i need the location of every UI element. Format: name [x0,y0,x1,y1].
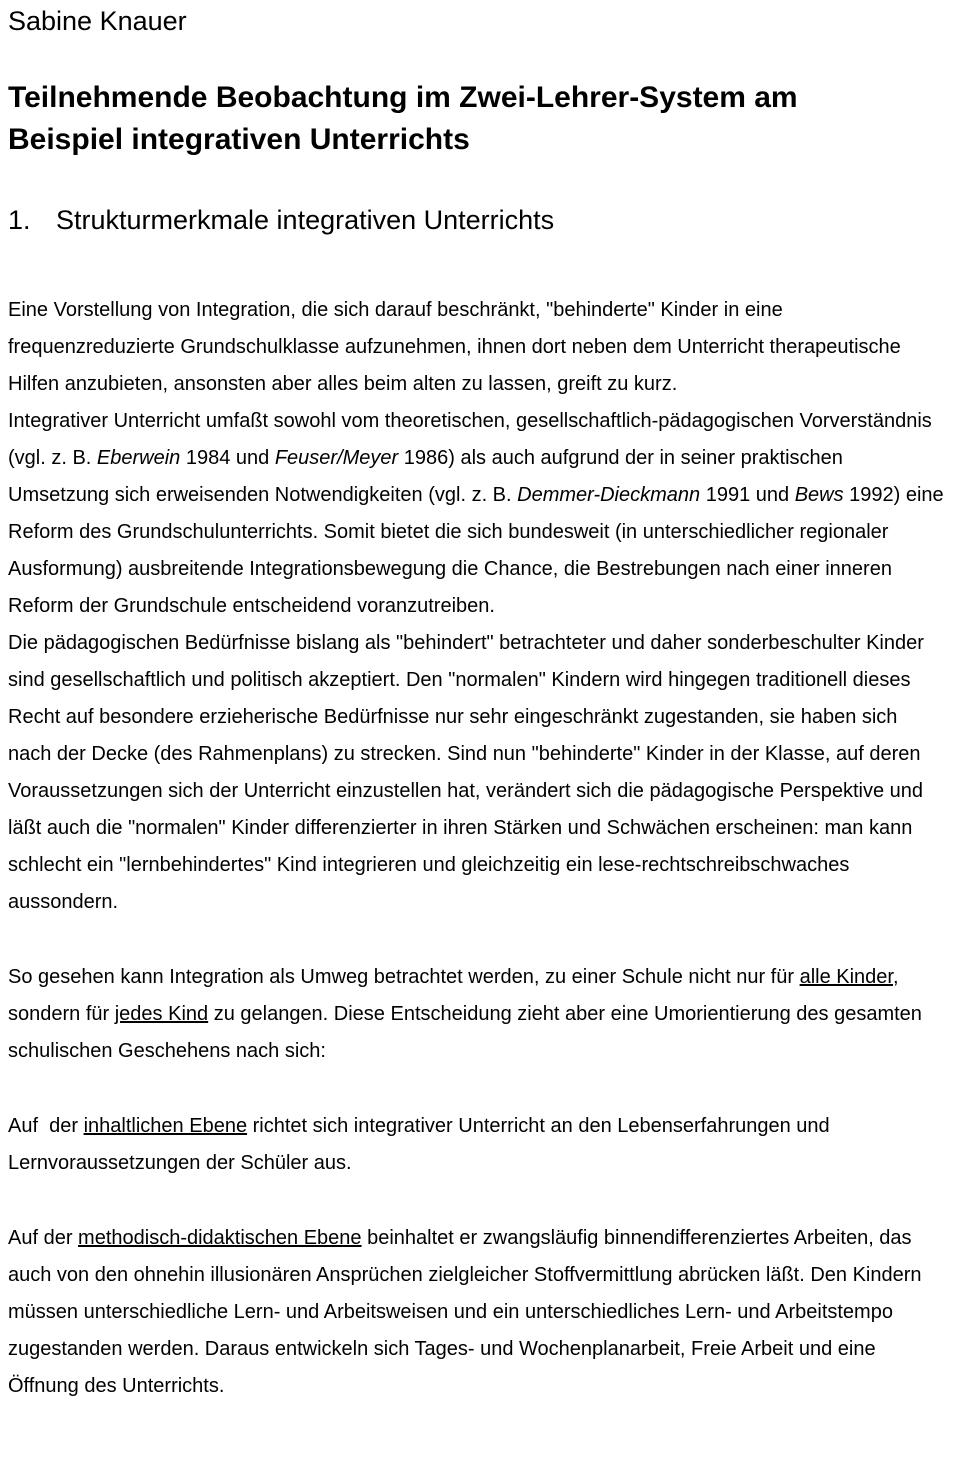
text-run: Auf der [8,1115,84,1137]
paragraph-2 [8,403,950,625]
text-run: So gesehen kann Integration als Umweg betrachtet werden, zu einer Schule nicht nur für [8,966,800,988]
text-run: , sondern für [8,966,905,1025]
paragraph-6 [8,1220,946,1405]
paragraph-1 [8,292,946,403]
text-run: Die pädagogischen Bedürfnisse bislang als "behindert" betrachteter und daher sonderbeschulter Kinder sind gesellschaftlich und politisch akzeptiert. Den "normalen" Kindern wird hingegen traditionell dieses Recht auf besondere erzieherische Bedürfnisse nur sehr eingeschränkt zugestanden, sie haben sich nach der Decke (des Rahmenplans) zu strecken. Sind nun "behinderte" Kinder in der Klasse, auf deren Voraussetzungen sich der Unterricht einzustellen hat, verändert sich die pädagogische Perspektive und läßt auch die "normalen" Kinder differenzierter in ihren Stärken und Schwächen erscheinen: man kann schlecht ein "lernbehindertes" Kind integrieren und gleichzeitig ein lese-rechtschreibschwaches aussondern. [8,632,930,913]
underlined-text-run: alle Kinder [799,966,893,988]
text-run: Eine Vorstellung von Integration, die sich darauf beschränkt, "behinderte" Kinder in eine frequenzreduzierte Grundschulklasse aufzunehmen, ihnen dort neben dem Unterricht therapeutische Hilfen anzubieten, ansonsten aber alles beim alten zu lassen, greift zu kurz. [8,299,907,395]
italic-text-run: Bews [794,484,844,506]
text-run: Integrativer Unterricht umfaßt sowohl vom theoretischen, gesellschaftlich-pädagogischen Vorverständnis (vgl. z. B. [8,410,938,469]
document-header [8,5,946,161]
text-run: richtet sich integrativer Unterricht an den Lebenserfahrungen und Lernvoraussetzungen der Schüler aus. [8,1115,836,1174]
section-title: Strukturmerkmale integrativen Unterrichts [56,205,555,235]
underlined-text-run: jedes Kind [114,1003,209,1025]
section-number: 1. [8,205,31,235]
text-run: 1984 und [180,447,275,469]
underlined-text-run: methodisch-didaktischen Ebene [78,1227,362,1249]
text-run: zu gelangen. Diese Entscheidung zieht aber eine Umorientierung des gesamten schulischen Geschehens nach sich: [8,1003,928,1062]
italic-text-run: Demmer-Dieckmann [517,484,701,506]
document-body [8,292,950,1405]
text-run: 1991 und [700,484,795,506]
document-title: Teilnehmende Beobachtung im Zwei-Lehrer-System am Beispiel integrativen Unterrichts [8,81,798,156]
paragraph-5 [8,1108,946,1182]
text-run: Auf der [8,1227,79,1249]
paragraph-3 [8,625,946,921]
underlined-text-run: inhaltlichen Ebene [83,1115,248,1137]
text-run: 1986) als auch aufgrund der in seiner praktischen Umsetzung sich erweisenden Notwendigkeiten (vgl. z. B. [8,447,849,506]
text-run: 1992) eine Reform des Grundschulunterrichts. Somit bietet die sich bundesweit (in unterschiedlicher regionaler Ausformung) ausbreitende Integrationsbewegung die Chance, die Bestrebungen nach einer inneren Reform der Grundschule entscheidend voranzutreiben. [8,484,950,617]
text-run: beinhaltet er zwangsläufig binnendifferenziertes Arbeiten, das auch von den ohnehin illusionären Ansprüchen zielgleicher Stoffvermittlung abrücken läßt. Den Kindern müssen unterschiedliche Lern- und Arbeitsweisen und ein unterschiedliches Lern- und Arbeitstempo zugestanden werden. Daraus entwickeln sich Tages- und Wochenplanarbeit, Freie Arbeit und eine Öffnung des Unterrichts. [8,1227,928,1397]
paragraph-4 [8,959,946,1070]
italic-text-run: Feuser/Meyer [274,447,399,469]
italic-text-run: Eberwein [96,447,181,469]
section-heading [8,204,946,236]
author-name: Sabine Knauer [8,6,187,36]
